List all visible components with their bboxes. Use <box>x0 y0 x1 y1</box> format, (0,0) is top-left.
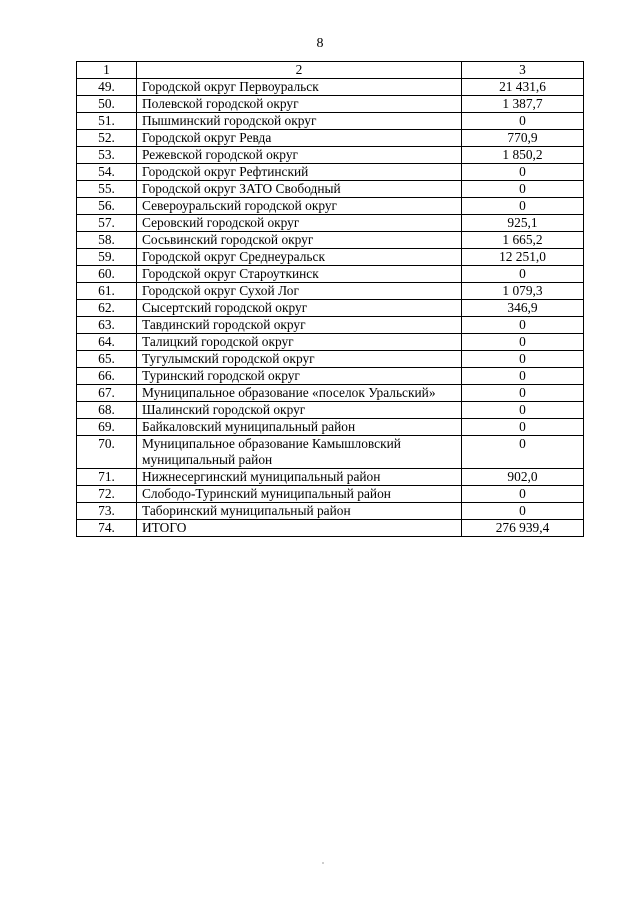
row-number: 69. <box>77 419 137 436</box>
amount-value: 0 <box>462 181 584 198</box>
row-number: 60. <box>77 266 137 283</box>
table-row <box>77 215 584 232</box>
table-row <box>77 181 584 198</box>
municipality-name: Слободо-Туринский муниципальный район <box>137 486 462 503</box>
table-row <box>77 520 584 537</box>
table-row <box>77 130 584 147</box>
table-row <box>77 503 584 520</box>
amount-value: 0 <box>462 113 584 130</box>
municipality-name: Пышминский городской округ <box>137 113 462 130</box>
row-number: 56. <box>77 198 137 215</box>
municipality-name: Сысертский городской округ <box>137 300 462 317</box>
amount-value: 0 <box>462 164 584 181</box>
municipality-name: Туринский городской округ <box>137 368 462 385</box>
row-number: 52. <box>77 130 137 147</box>
row-number: 55. <box>77 181 137 198</box>
row-number: 57. <box>77 215 137 232</box>
row-number: 70. <box>77 436 137 469</box>
row-number: 49. <box>77 79 137 96</box>
row-number: 58. <box>77 232 137 249</box>
row-number: 73. <box>77 503 137 520</box>
municipality-name: Талицкий городской округ <box>137 334 462 351</box>
municipality-name: Нижнесергинский муниципальный район <box>137 469 462 486</box>
table-row <box>77 402 584 419</box>
table-row <box>77 300 584 317</box>
amount-value: 21 431,6 <box>462 79 584 96</box>
amount-value: 925,1 <box>462 215 584 232</box>
row-number: 54. <box>77 164 137 181</box>
amount-value: 1 665,2 <box>462 232 584 249</box>
amount-value: 902,0 <box>462 469 584 486</box>
amount-value: 0 <box>462 368 584 385</box>
row-number: 64. <box>77 334 137 351</box>
row-number: 66. <box>77 368 137 385</box>
row-number: 71. <box>77 469 137 486</box>
row-number: 67. <box>77 385 137 402</box>
amount-value: 770,9 <box>462 130 584 147</box>
row-number: 74. <box>77 520 137 537</box>
table-row <box>77 385 584 402</box>
table-row <box>77 317 584 334</box>
table-row <box>77 419 584 436</box>
table-row <box>77 283 584 300</box>
municipality-name: Городской округ Сухой Лог <box>137 283 462 300</box>
header-col-name: 2 <box>137 62 462 79</box>
row-number: 65. <box>77 351 137 368</box>
municipality-name: Шалинский городской округ <box>137 402 462 419</box>
row-number: 63. <box>77 317 137 334</box>
table-row <box>77 164 584 181</box>
header-col-number: 1 <box>77 62 137 79</box>
amount-value: 1 387,7 <box>462 96 584 113</box>
municipality-name: Серовский городской округ <box>137 215 462 232</box>
municipality-name: Городской округ ЗАТО Свободный <box>137 181 462 198</box>
row-number: 51. <box>77 113 137 130</box>
row-number: 53. <box>77 147 137 164</box>
table-row <box>77 79 584 96</box>
table-row <box>77 469 584 486</box>
table-row <box>77 334 584 351</box>
row-number: 72. <box>77 486 137 503</box>
municipality-name: Полевской городской округ <box>137 96 462 113</box>
amount-value: 12 251,0 <box>462 249 584 266</box>
municipality-name: Североуральский городской округ <box>137 198 462 215</box>
row-number: 50. <box>77 96 137 113</box>
row-number: 61. <box>77 283 137 300</box>
header-col-value: 3 <box>462 62 584 79</box>
amount-value: 0 <box>462 503 584 520</box>
table-row <box>77 147 584 164</box>
municipality-name: Городской округ Ревда <box>137 130 462 147</box>
amount-value: 0 <box>462 486 584 503</box>
amount-value: 0 <box>462 198 584 215</box>
table-row <box>77 266 584 283</box>
municipality-name: Городской округ Среднеуральск <box>137 249 462 266</box>
table-header <box>77 62 584 79</box>
table-row <box>77 436 584 469</box>
table-row <box>77 96 584 113</box>
table-row <box>77 198 584 215</box>
municipality-name: Режевской городской округ <box>137 147 462 164</box>
municipality-name: Сосьвинский городской округ <box>137 232 462 249</box>
municipality-name: Таборинский муниципальный район <box>137 503 462 520</box>
municipality-name: Муниципальное образование «поселок Уральский» <box>137 385 462 402</box>
municipality-name: ИТОГО <box>137 520 462 537</box>
municipality-name: Городской округ Первоуральск <box>137 79 462 96</box>
amount-value: 346,9 <box>462 300 584 317</box>
amount-value: 0 <box>462 419 584 436</box>
table-row <box>77 351 584 368</box>
amount-value: 0 <box>462 334 584 351</box>
amount-value: 0 <box>462 351 584 368</box>
municipality-name: Муниципальное образование Камышловский муниципальный район <box>137 436 462 469</box>
amount-value: 1 850,2 <box>462 147 584 164</box>
header-row <box>77 62 584 79</box>
table-row <box>77 486 584 503</box>
row-number: 62. <box>77 300 137 317</box>
scan-speck <box>322 862 324 864</box>
table-body <box>77 79 584 537</box>
amount-value: 0 <box>462 402 584 419</box>
municipality-name: Байкаловский муниципальный район <box>137 419 462 436</box>
table-row <box>77 249 584 266</box>
allocation-table <box>76 61 584 537</box>
amount-value: 0 <box>462 317 584 334</box>
amount-value: 0 <box>462 385 584 402</box>
amount-value: 0 <box>462 436 584 469</box>
row-number: 59. <box>77 249 137 266</box>
municipality-name: Тавдинский городской округ <box>137 317 462 334</box>
table-row <box>77 232 584 249</box>
table-row <box>77 368 584 385</box>
table-row <box>77 113 584 130</box>
page-number: 8 <box>316 36 324 51</box>
municipality-name: Тугулымский городской округ <box>137 351 462 368</box>
amount-value: 0 <box>462 266 584 283</box>
row-number: 68. <box>77 402 137 419</box>
amount-value: 276 939,4 <box>462 520 584 537</box>
municipality-name: Городской округ Рефтинский <box>137 164 462 181</box>
municipality-name: Городской округ Староуткинск <box>137 266 462 283</box>
amount-value: 1 079,3 <box>462 283 584 300</box>
